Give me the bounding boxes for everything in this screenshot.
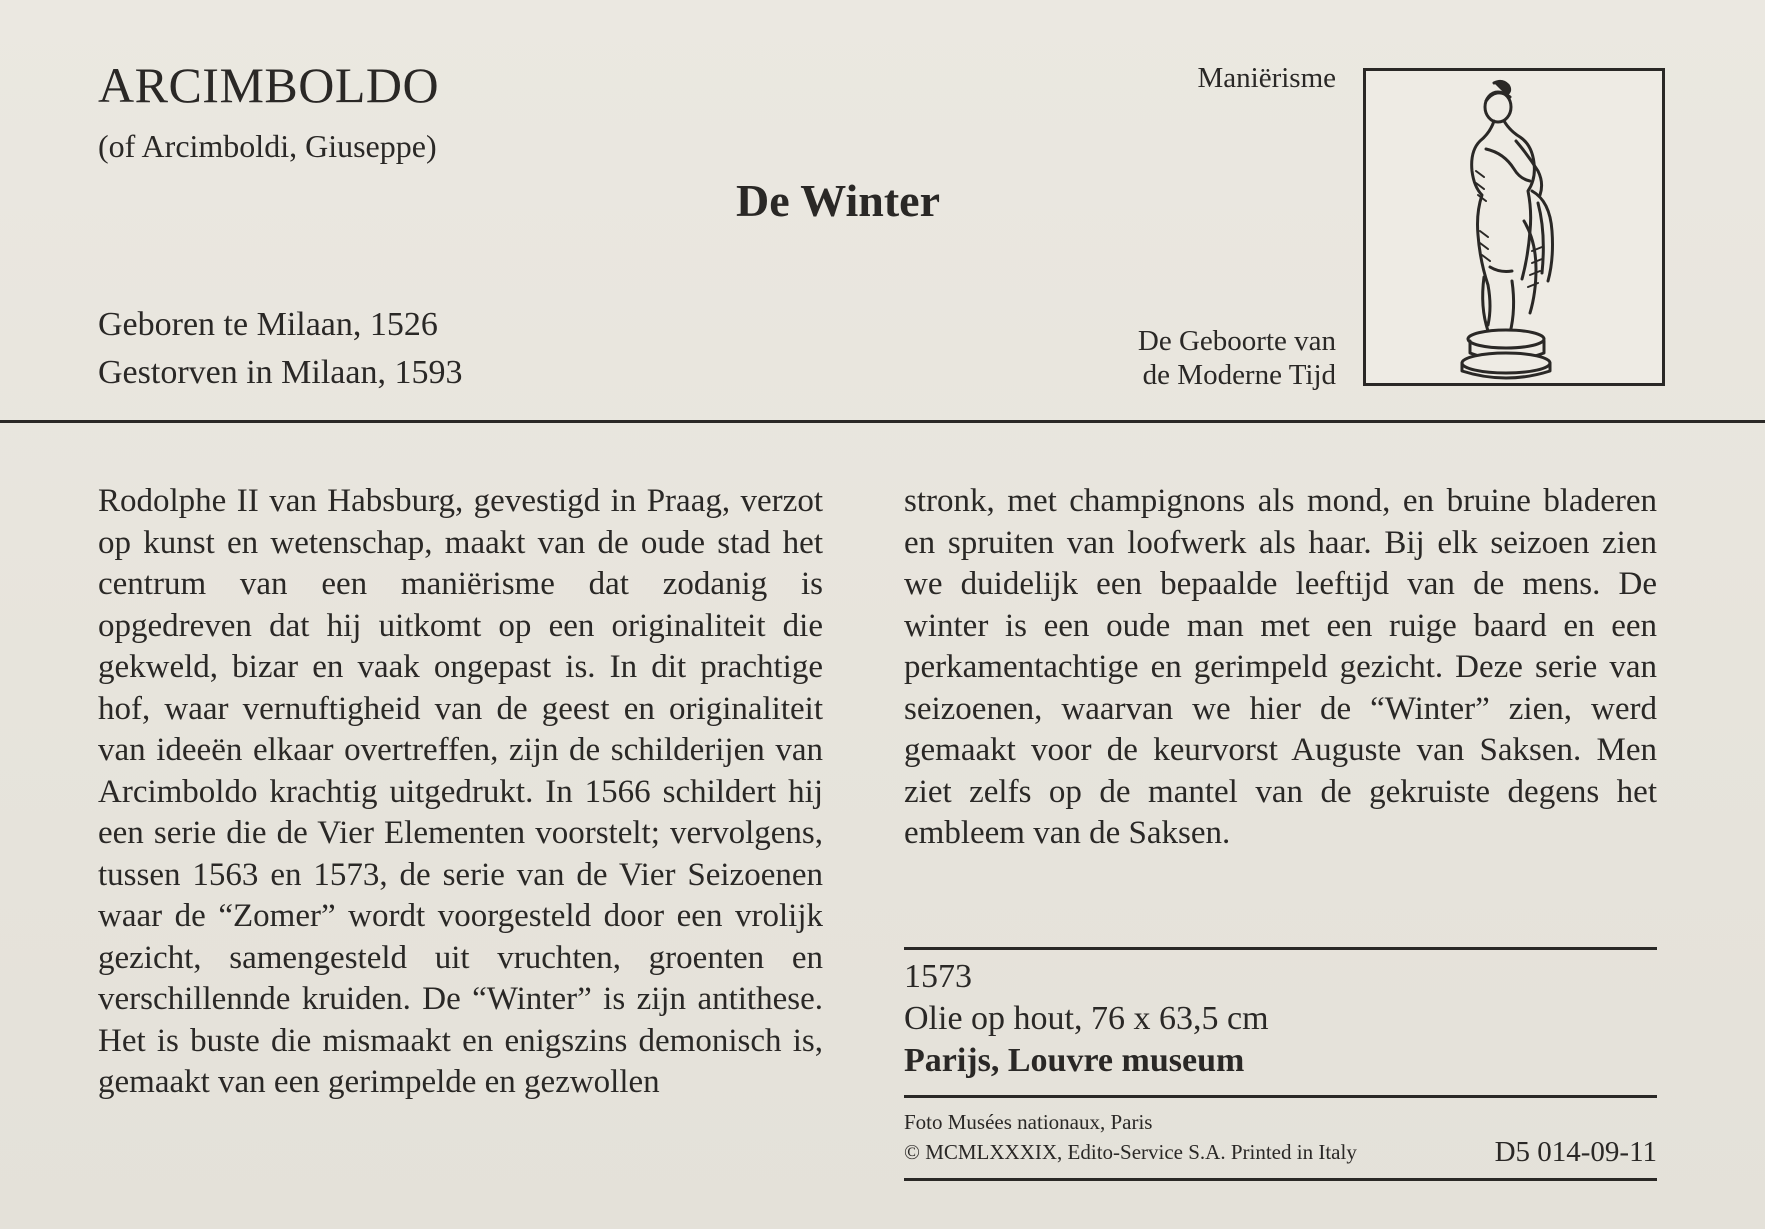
artwork-year: 1573 xyxy=(904,958,972,995)
card-code: D5 014-09-11 xyxy=(1494,1136,1657,1168)
artwork-location: Parijs, Louvre museum xyxy=(904,1042,1245,1079)
photo-credit: Foto Musées nationaux, Paris xyxy=(904,1110,1153,1134)
death-info: Gestorven in Milaan, 1593 xyxy=(98,354,463,391)
meta-bottom-rule xyxy=(904,1095,1657,1098)
copyright-line: © MCMLXXXIX, Edito-Service S.A. Printed in Italy xyxy=(904,1140,1357,1164)
footer-rule xyxy=(904,1178,1657,1181)
description-right-column: stronk, met champignons als mond, en bruine bladeren en spruiten van loofwerk als haar. Bij elk seizoen zien we duidelijk een bepaalde leeftijd van de mens. De winter is een oude man met een ruige baard en een perkamentachtige en gerimpeld gezicht. Deze serie van seizoenen, waarvan we hier de “Winter” zien, werd gemaakt voor de keurvorst Auguste van Saksen. Men ziet zelfs op de mantel van de gekruiste degens het embleem van de Saksen. xyxy=(904,483,1657,851)
header-divider xyxy=(0,420,1765,423)
artist-name: ARCIMBOLDO xyxy=(98,57,440,113)
birth-info: Geboren te Milaan, 1526 xyxy=(98,306,438,343)
meta-top-rule xyxy=(904,947,1657,950)
statue-icon xyxy=(1366,71,1662,383)
period-line-1: De Geboorte van xyxy=(1137,325,1336,357)
description-left-column: Rodolphe II van Habsburg, gevestigd in Praag, verzot op kunst en wetenschap, maakt van de oude stad het centrum van een maniërisme dat zodanig is opgedreven dat hij uitkomt op een originaliteit die gekweld, bizar en vaak ongepast is. In dit prachtige hof, waar vernuftigheid van de geest en originaliteit van ideeën elkaar overtreffen, zijn de schilderijen van Arcimboldo krachtig uitgedrukt. In 1566 schildert hij een serie die de Vier Elementen voorstelt; vervolgens, tussen 1563 en 1573, de serie van de Vier Seizoenen waar de “Zomer” wordt voorgesteld door een vrolijk gezicht, samengesteld uit vruchten, groenten en verschillennde kruiden. De “Winter” is zijn antithese. Het is buste die mismaakt en enigszins demonisch is, gemaakt van een gerimpelde en gezwollen xyxy=(98,483,823,1100)
art-style-label: Maniërisme xyxy=(1197,62,1336,94)
period-label xyxy=(1138,324,1336,392)
period-emblem xyxy=(1363,68,1665,386)
artist-alias: (of Arcimboldi, Giuseppe) xyxy=(98,128,437,164)
artwork-title: De Winter xyxy=(736,175,940,226)
artwork-medium: Olie op hout, 76 x 63,5 cm xyxy=(904,1000,1269,1037)
period-line-2: de Moderne Tijd xyxy=(1142,359,1336,391)
